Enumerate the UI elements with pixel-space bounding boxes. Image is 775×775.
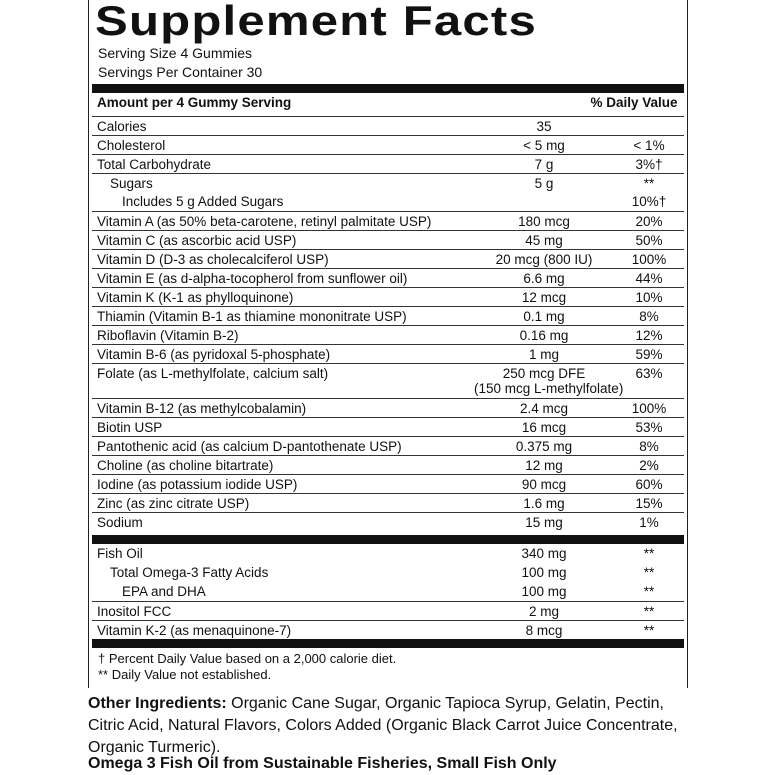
table-header — [92, 93, 684, 113]
nutrient-amount: 5 g — [534, 176, 554, 191]
nutrient-amount: 15 mg — [525, 515, 563, 530]
nutrient-name: Vitamin K-2 (as menaquinone-7) — [97, 623, 292, 638]
nutrient-amount: 1.6 mg — [523, 496, 565, 511]
table-row — [92, 249, 684, 269]
nutrient-name: Pantothenic acid (as calcium D-pantothenate USP) — [97, 439, 402, 454]
thick-divider — [92, 535, 684, 544]
nutrient-amount: 20 mcg (800 IU) — [495, 252, 593, 267]
nutrient-name: Choline (as choline bitartrate) — [97, 458, 274, 473]
nutrient-daily-value: 63% — [635, 366, 663, 381]
header-amount: Amount per 4 Gummy Serving — [97, 95, 292, 110]
nutrient-name: Includes 5 g Added Sugars — [122, 194, 284, 209]
nutrient-name: Total Carbohydrate — [97, 157, 212, 172]
other-ingredients-label: Other Ingredients: — [88, 695, 227, 712]
nutrient-amount: 8 mcg — [525, 623, 563, 638]
nutrient-daily-value: 12% — [635, 328, 663, 343]
nutrient-amount: 12 mcg — [521, 290, 567, 305]
nutrient-daily-value: < 1% — [633, 138, 665, 153]
nutrient-amount: 0.1 mg — [523, 309, 565, 324]
nutrient-amount: 180 mcg — [518, 214, 570, 229]
nutrient-name: Calories — [97, 119, 147, 134]
table-row — [92, 287, 684, 307]
nutrient-amount: 35 — [536, 119, 552, 134]
thick-divider — [92, 84, 684, 93]
nutrient-daily-value: 10% — [635, 290, 663, 305]
nutrient-amount-detail: (150 mcg L-methylfolate) — [474, 381, 624, 396]
table-row — [92, 154, 684, 174]
table-row — [92, 306, 684, 326]
table-row — [92, 398, 684, 418]
nutrient-daily-value: 20% — [635, 214, 663, 229]
nutrient-daily-value: ** — [643, 623, 655, 638]
table-row — [92, 325, 684, 345]
nutrient-amount: 6.6 mg — [523, 271, 565, 286]
nutrient-daily-value: 3%† — [635, 157, 663, 172]
nutrient-amount: 16 mcg — [521, 420, 567, 435]
nutrient-name: Vitamin B-6 (as pyridoxal 5-phosphate) — [97, 347, 331, 362]
other-ingredients-text: Organic Cane Sugar, Organic Tapioca Syrup, Gelatin, Pectin, Citric Acid, Natural Flavors, Colors Added (Organic Black Carrot Juice Concentrate, Organic Turmeric). — [88, 695, 678, 756]
nutrient-name: Inositol FCC — [97, 604, 172, 619]
footnote-dv-not-established: ** Daily Value not established. — [98, 667, 272, 682]
nutrient-name: Total Omega-3 Fatty Acids — [110, 565, 269, 580]
nutrient-amount: 90 mcg — [521, 477, 567, 492]
nutrient-name: Vitamin K (K-1 as phylloquinone) — [97, 290, 294, 305]
nutrient-name: Vitamin A (as 50% beta-carotene, retinyl palmitate USP) — [97, 214, 432, 229]
nutrient-name: Iodine (as potassium iodide USP) — [97, 477, 298, 492]
nutrient-name: Thiamin (Vitamin B-1 as thiamine mononitrate USP) — [97, 309, 407, 324]
table-row — [92, 211, 684, 231]
nutrient-name: Riboflavin (Vitamin B-2) — [97, 328, 239, 343]
nutrient-name: Folate (as L-methylfolate, calcium salt) — [97, 366, 329, 381]
table-row — [92, 363, 684, 399]
nutrient-daily-value: 2% — [639, 458, 659, 473]
nutrient-daily-value: 8% — [639, 309, 659, 324]
fish-oil-note: Omega 3 Fish Oil from Sustainable Fisheries, Small Fish Only — [88, 755, 557, 772]
nutrient-amount: 2.4 mcg — [519, 401, 569, 416]
table-row — [92, 268, 684, 288]
nutrient-amount: 100 mg — [521, 565, 567, 580]
table-row — [92, 135, 684, 155]
table-row — [92, 493, 684, 513]
nutrient-daily-value: ** — [643, 546, 655, 561]
table-row — [92, 455, 684, 475]
table-row — [92, 474, 684, 494]
nutrient-name: Fish Oil — [97, 546, 143, 561]
nutrient-amount: 1 mg — [528, 347, 559, 362]
table-row — [92, 116, 684, 136]
other-ingredients — [88, 693, 678, 759]
table-row — [92, 601, 684, 621]
table-row — [92, 192, 684, 211]
nutrient-name: Vitamin D (D-3 as cholecalciferol USP) — [97, 252, 329, 267]
nutrient-daily-value: 15% — [635, 496, 663, 511]
nutrient-amount: 2 mg — [528, 604, 559, 619]
nutrient-daily-value: 8% — [639, 439, 659, 454]
nutrient-name: Vitamin E (as d-alpha-tocopherol from sunflower oil) — [97, 271, 408, 286]
nutrient-amount: 45 mg — [525, 233, 563, 248]
nutrient-name: Cholesterol — [97, 138, 166, 153]
nutrient-daily-value: 59% — [635, 347, 663, 362]
table-row — [92, 436, 684, 456]
servings-per-container: Servings Per Container 30 — [98, 64, 263, 80]
nutrient-daily-value: ** — [643, 176, 655, 191]
table-row — [92, 417, 684, 437]
nutrient-amount: < 5 mg — [523, 138, 565, 153]
nutrient-daily-value: 53% — [635, 420, 663, 435]
nutrient-daily-value: 1% — [639, 515, 659, 530]
nutrient-name: Vitamin B-12 (as methylcobalamin) — [97, 401, 307, 416]
thick-divider — [92, 639, 684, 648]
nutrient-daily-value: ** — [643, 584, 655, 599]
nutrient-daily-value: 100% — [631, 252, 667, 267]
nutrient-name: Sodium — [97, 515, 143, 530]
nutrient-amount: 0.16 mg — [519, 328, 569, 343]
serving-size: Serving Size 4 Gummies — [98, 45, 253, 61]
nutrient-daily-value: 100% — [631, 401, 667, 416]
table-row — [92, 512, 684, 536]
nutrient-name: Biotin USP — [97, 420, 163, 435]
nutrient-daily-value: 44% — [635, 271, 663, 286]
nutrient-name: Sugars — [110, 176, 153, 191]
nutrient-name: EPA and DHA — [122, 584, 206, 599]
table-row — [92, 620, 684, 640]
nutrient-amount: 12 mg — [525, 458, 563, 473]
nutrient-daily-value: ** — [643, 565, 655, 580]
nutrient-daily-value: 10%† — [631, 194, 667, 209]
table-row — [92, 344, 684, 364]
nutrient-daily-value: 50% — [635, 233, 663, 248]
panel-title: Supplement Facts — [95, 0, 537, 44]
nutrient-daily-value: ** — [643, 604, 655, 619]
nutrient-amount: 0.375 mg — [515, 439, 573, 454]
table-row — [92, 173, 684, 193]
nutrient-amount: 250 mcg DFE — [502, 366, 586, 381]
table-row — [92, 230, 684, 250]
footnote-percent-dv: † Percent Daily Value based on a 2,000 calorie diet. — [98, 651, 397, 666]
nutrient-amount: 340 mg — [521, 546, 567, 561]
header-daily-value: % Daily Value — [590, 95, 678, 110]
table-row — [92, 582, 684, 601]
table-row — [92, 544, 684, 563]
nutrient-daily-value: 60% — [635, 477, 663, 492]
nutrient-name: Zinc (as zinc citrate USP) — [97, 496, 250, 511]
nutrient-amount: 100 mg — [521, 584, 567, 599]
nutrient-amount: 7 g — [534, 157, 554, 172]
nutrient-name: Vitamin C (as ascorbic acid USP) — [97, 233, 297, 248]
supplement-facts-panel — [88, 0, 688, 688]
table-row — [92, 563, 684, 582]
